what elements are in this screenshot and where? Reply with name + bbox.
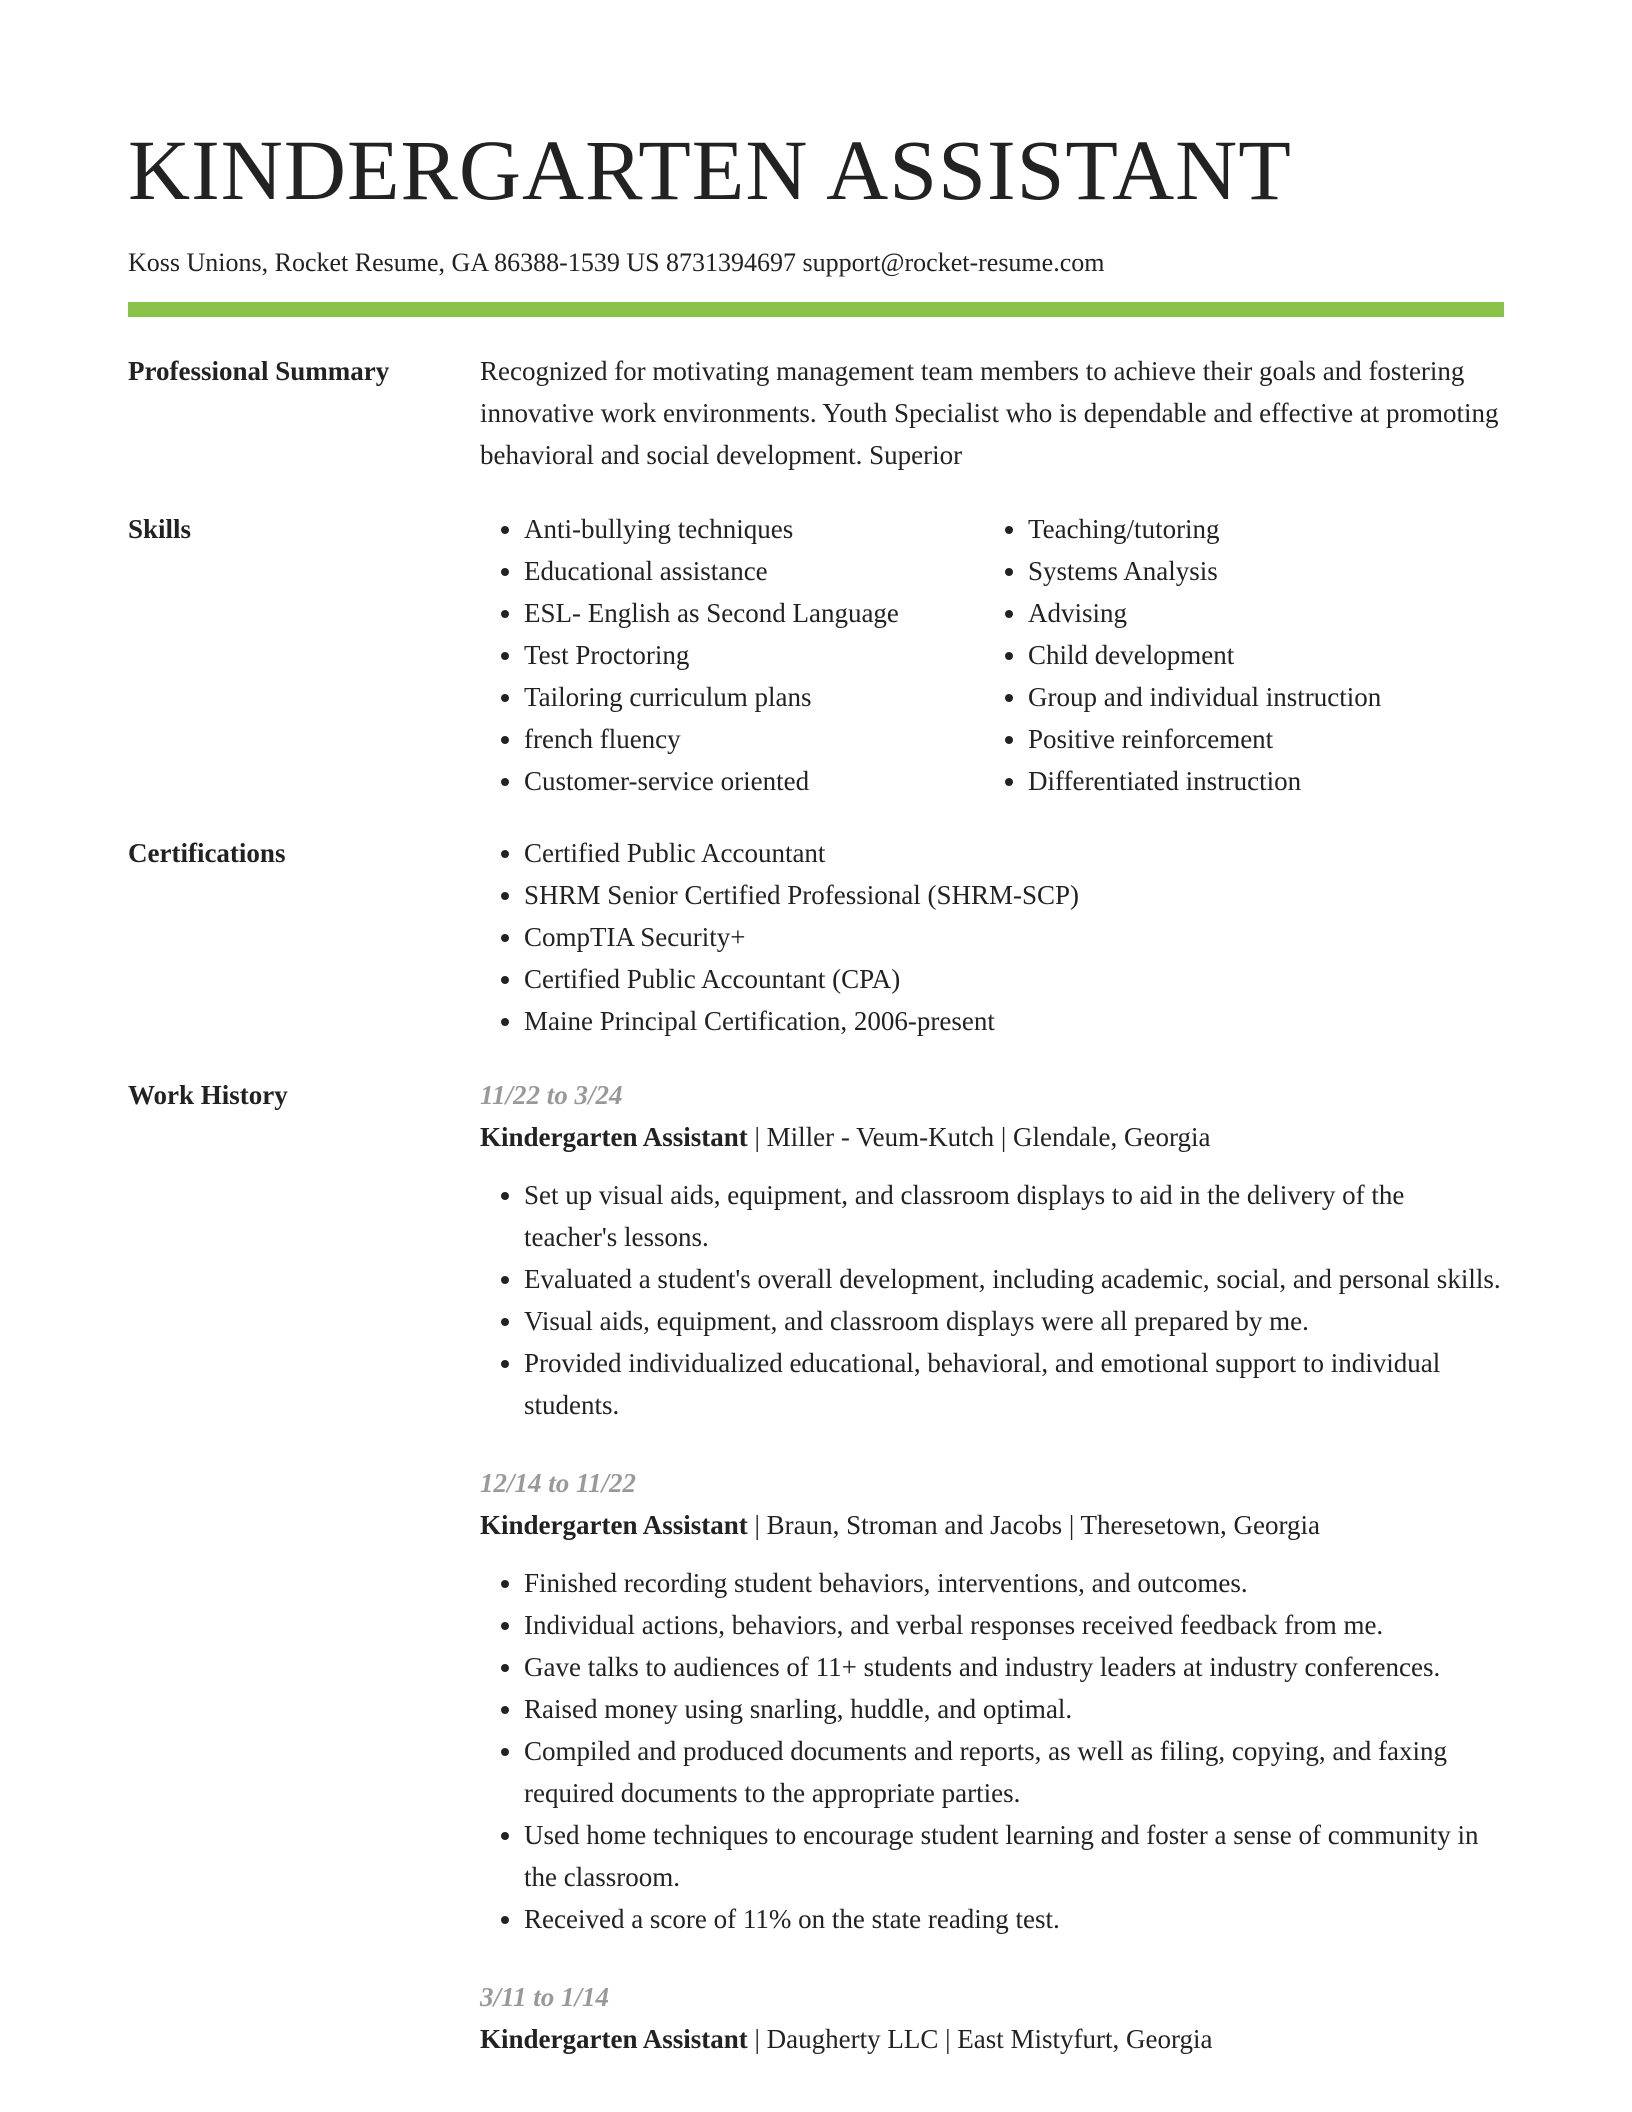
job-role-line: [480, 2018, 1504, 2060]
skills-label: Skills: [128, 514, 192, 544]
job-employer-location: | Miller - Veum-Kutch | Glendale, Georgia: [747, 1122, 1211, 1152]
resume-title: KINDERGARTEN ASSISTANT: [128, 122, 1292, 218]
skill-item: • french fluency: [524, 718, 984, 760]
work-history-section: [128, 1074, 1504, 2096]
skills-column-1: [480, 508, 984, 802]
summary-content: [480, 350, 1504, 476]
job-employer-location: | Daugherty LLC | East Mistyfurt, Georgia: [747, 2024, 1213, 2054]
job-entry: [480, 1976, 1504, 2060]
work-history-content: [480, 1074, 1504, 2096]
skill-item: • Teaching/tutoring: [1028, 508, 1488, 550]
job-bullet: • Raised money using snarling, huddle, and optimal.: [524, 1688, 1504, 1730]
job-bullet: • Provided individualized educational, behavioral, and emotional support to individual students.: [524, 1342, 1504, 1426]
job-dates: 12/14 to 11/22: [480, 1468, 637, 1498]
job-entry: [480, 1462, 1504, 1940]
certifications-section: [128, 832, 1504, 1042]
certifications-content: [480, 832, 1504, 1042]
job-bullet: • Gave talks to audiences of 11+ students and industry leaders at industry conferences.: [524, 1646, 1504, 1688]
summary-text: Recognized for motivating management team members to achieve their goals and fostering innovative work environments. Youth Specialist who is dependable and effective at promoting behavioral and social development. Superior: [480, 356, 1499, 470]
job-role-line: [480, 1116, 1504, 1158]
job-role: Kindergarten Assistant: [480, 1122, 748, 1152]
certification-item: • Certified Public Accountant: [524, 832, 1504, 874]
contact-line: Koss Unions, Rocket Resume, GA 86388-1539 US 8731394697 support@rocket-resume.com: [128, 248, 1105, 277]
skill-item: • Tailoring curriculum plans: [524, 676, 984, 718]
job-role: Kindergarten Assistant: [480, 1510, 748, 1540]
job-employer-location: | Braun, Stroman and Jacobs | Theresetown, Georgia: [747, 1510, 1320, 1540]
job-entry: [480, 1074, 1504, 1426]
certification-item: • SHRM Senior Certified Professional (SHRM-SCP): [524, 874, 1504, 916]
job-bullet: • Visual aids, equipment, and classroom displays were all prepared by me.: [524, 1300, 1504, 1342]
skills-content: [480, 508, 1504, 802]
skills-column-2: [984, 508, 1488, 802]
skill-item: • Differentiated instruction: [1028, 760, 1488, 802]
summary-section: [128, 350, 1504, 476]
certification-item: • CompTIA Security+: [524, 916, 1504, 958]
skill-item: • ESL- English as Second Language: [524, 592, 984, 634]
job-bullet: • Compiled and produced documents and reports, as well as filing, copying, and faxing required documents to the appropriate parties.: [524, 1730, 1504, 1814]
summary-label: Professional Summary: [128, 356, 390, 386]
job-bullets: [480, 1174, 1504, 1426]
skill-item: • Educational assistance: [524, 550, 984, 592]
job-dates: 3/11 to 1/14: [480, 1982, 610, 2012]
job-bullet: • Evaluated a student's overall development, including academic, social, and personal skills.: [524, 1258, 1504, 1300]
skill-item: • Group and individual instruction: [1028, 676, 1488, 718]
skill-item: • Anti-bullying techniques: [524, 508, 984, 550]
job-bullet: • Received a score of 11% on the state reading test.: [524, 1898, 1504, 1940]
skills-section: [128, 508, 1504, 802]
job-bullet: • Used home techniques to encourage student learning and foster a sense of community in the classroom.: [524, 1814, 1504, 1898]
skill-item: • Customer-service oriented: [524, 760, 984, 802]
job-role: Kindergarten Assistant: [480, 2024, 748, 2054]
certification-item: • Maine Principal Certification, 2006-present: [524, 1000, 1504, 1042]
accent-divider: [128, 302, 1504, 317]
skill-item: • Test Proctoring: [524, 634, 984, 676]
certifications-list: [480, 832, 1504, 1042]
work-history-label: Work History: [128, 1080, 288, 1110]
certification-item: • Certified Public Accountant (CPA): [524, 958, 1504, 1000]
resume-header: [128, 120, 1504, 317]
job-bullet: • Finished recording student behaviors, interventions, and outcomes.: [524, 1562, 1504, 1604]
skill-item: • Advising: [1028, 592, 1488, 634]
skill-item: • Positive reinforcement: [1028, 718, 1488, 760]
skill-item: • Systems Analysis: [1028, 550, 1488, 592]
job-dates: 11/22 to 3/24: [480, 1080, 623, 1110]
job-bullets: [480, 1562, 1504, 1940]
skill-item: • Child development: [1028, 634, 1488, 676]
certifications-label: Certifications: [128, 838, 286, 868]
job-bullet: • Set up visual aids, equipment, and classroom displays to aid in the delivery of the teacher's lessons.: [524, 1174, 1504, 1258]
job-bullet: • Individual actions, behaviors, and verbal responses received feedback from me.: [524, 1604, 1504, 1646]
job-role-line: [480, 1504, 1504, 1546]
